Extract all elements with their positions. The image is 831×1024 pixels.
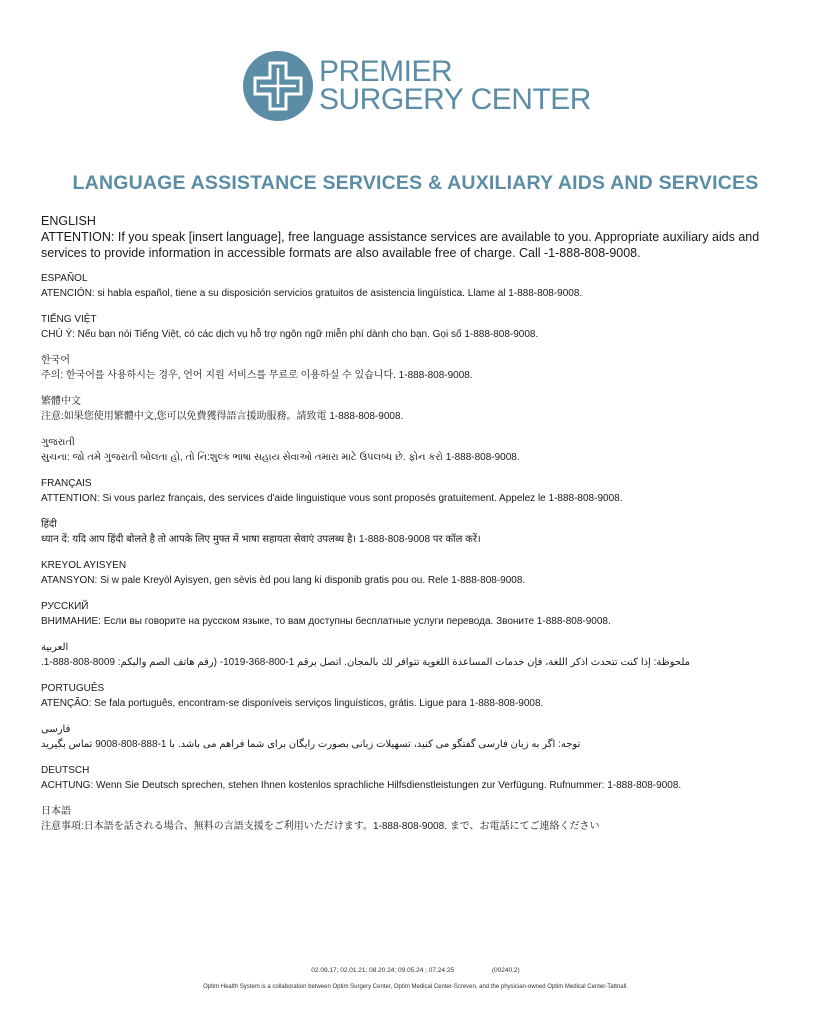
language-name: ENGLISH — [41, 214, 96, 228]
language-name: हिंदी — [41, 519, 57, 530]
language-notice: توجه: اگر به زبان فارسی گفتگو می کنید، تسهیلات زبانی بصورت رایگان برای شما فراهم می باشد. با 1-888-808-9008 تماس بگیرید — [41, 739, 581, 750]
language-name: KREYOL AYISYEN — [41, 560, 127, 571]
section-english — [41, 213, 801, 261]
section-farsi — [41, 723, 801, 753]
section-portuguese — [41, 682, 801, 712]
language-name: РУССКИЙ — [41, 601, 89, 612]
footer-note: Optim Health System is a collaboration between Optim Surgery Center, Optim Medical Center-Screven, and the physician-owned Optim Medical Center-Tattnall. — [203, 984, 628, 990]
language-notice: ध्यान दें: यदि आप हिंदी बोलते है तो आपके लिए मुफ्त में भाषा सहायता सेवाएं उपलब्ध है। 1-888-808-9008 पर कॉल करें। — [41, 534, 481, 545]
section-vietnamese — [41, 313, 801, 343]
language-name: DEUTSCH — [41, 765, 90, 776]
section-german — [41, 764, 801, 794]
language-name: 繁體中文 — [41, 396, 81, 407]
language-notice: ATANSYON: Si w pale Kreyòl Ayisyen, gen sèvis èd pou lang ki disponib gratis pou ou. Rele 1-888-808-9008. — [41, 575, 526, 586]
section-hindi — [41, 518, 801, 548]
footer-revision-codes — [0, 967, 831, 974]
language-name: PORTUGUÊS — [41, 683, 105, 694]
revision-dates: 02.09.17; 02.01.21; 08.20.24; 09.05.24 ; 07.24.25 — [311, 967, 455, 974]
language-notice: ATTENTION: If you speak [insert language], free language assistance services are available to you. Appropriate auxiliary aids and services to provide information in accessible formats are also available free of charge. Call -1-888-808-9008. — [41, 230, 760, 260]
logo-line-2: SURGERY CENTER — [319, 83, 591, 116]
section-french — [41, 477, 801, 507]
language-notice: ATTENTION: Si vous parlez français, des services d'aide linguistique vous sont proposés gratuitement. Appelez le 1-888-808-9008. — [41, 493, 623, 504]
language-name: TIẾNG VIỆT — [41, 314, 97, 325]
language-sections — [41, 213, 801, 846]
section-russian — [41, 600, 801, 630]
document-code: (00240.2) — [491, 967, 520, 974]
section-haitian-creole — [41, 559, 801, 589]
language-name: FRANÇAIS — [41, 478, 92, 489]
language-notice: 注意事項:日本語を話される場合、無料の言語支援をご利用いただけます。1-888-808-9008. まで、お電話にてご連絡ください — [41, 821, 600, 832]
cross-logo-icon — [243, 51, 313, 121]
section-arabic — [41, 641, 801, 671]
section-gujarati — [41, 436, 801, 466]
page-title: LANGUAGE ASSISTANCE SERVICES & AUXILIARY AIDS AND SERVICES — [72, 172, 759, 194]
language-notice: ملحوظة: إذا كنت تتحدث اذكر اللغة، فإن خدمات المساعدة اللغوية تتوافر لك بالمجان. اتصل برقم 1-800-368-1019- (رقم هاتف الصم والبكم: 8009-808-888-1. — [41, 657, 690, 668]
language-name: ESPAÑOL — [41, 273, 88, 284]
language-name: 한국어 — [41, 355, 70, 366]
section-chinese — [41, 395, 801, 425]
language-name: العربية — [41, 642, 69, 653]
language-notice: ACHTUNG: Wenn Sie Deutsch sprechen, stehen Ihnen kostenlos sprachliche Hilfsdienstleistungen zur Verfügung. Rufnummer: 1-888-808-9008. — [41, 780, 682, 791]
logo-line-1: PREMIER — [319, 55, 453, 88]
language-notice: ATENÇÃO: Se fala português, encontram-se disponíveis serviços linguísticos, grátis. Ligue para 1-888-808-9008. — [41, 698, 544, 709]
language-name: 日本語 — [41, 806, 71, 817]
language-notice: સુચના: જો તમે ગુજરાતી બોલતા હો, તો નિ:શુલ્ક ભાષા સહાય સેવાઓ તમારા માટે ઉપલબ્ધ છે. ફોન કરો 1-888-808-9008. — [41, 452, 520, 463]
language-name: فارسی — [41, 724, 71, 735]
language-notice: 注意:如果您使用繁體中文,您可以免費獲得語言援助服務。請致電 1-888-808-9008. — [41, 411, 404, 422]
section-spanish — [41, 272, 801, 302]
language-name: ગુજરાતી — [41, 437, 75, 448]
language-notice: CHÚ Ý: Nếu bạn nói Tiếng Việt, có các dịch vụ hỗ trợ ngôn ngữ miễn phí dành cho bạn. Gọi số 1-888-808-9008. — [41, 329, 539, 340]
language-notice: 주의: 한국어를 사용하시는 경우, 언어 지원 서비스를 무료로 이용하실 수 있습니다. 1-888-808-9008. — [41, 370, 473, 381]
language-notice: ATENCIÓN: si habla español, tiene a su disposición servicios gratuitos de asistencia lingüística. Llame al 1-888-808-9008. — [41, 288, 583, 299]
premier-logo — [243, 50, 591, 122]
section-japanese — [41, 805, 801, 835]
section-korean — [41, 354, 801, 384]
language-notice: ВНИМАНИЕ: Если вы говорите на русском языке, то вам доступны бесплатные услуги перевода. Звоните 1-888-808-9008. — [41, 616, 611, 627]
logo-wordmark — [319, 55, 591, 116]
